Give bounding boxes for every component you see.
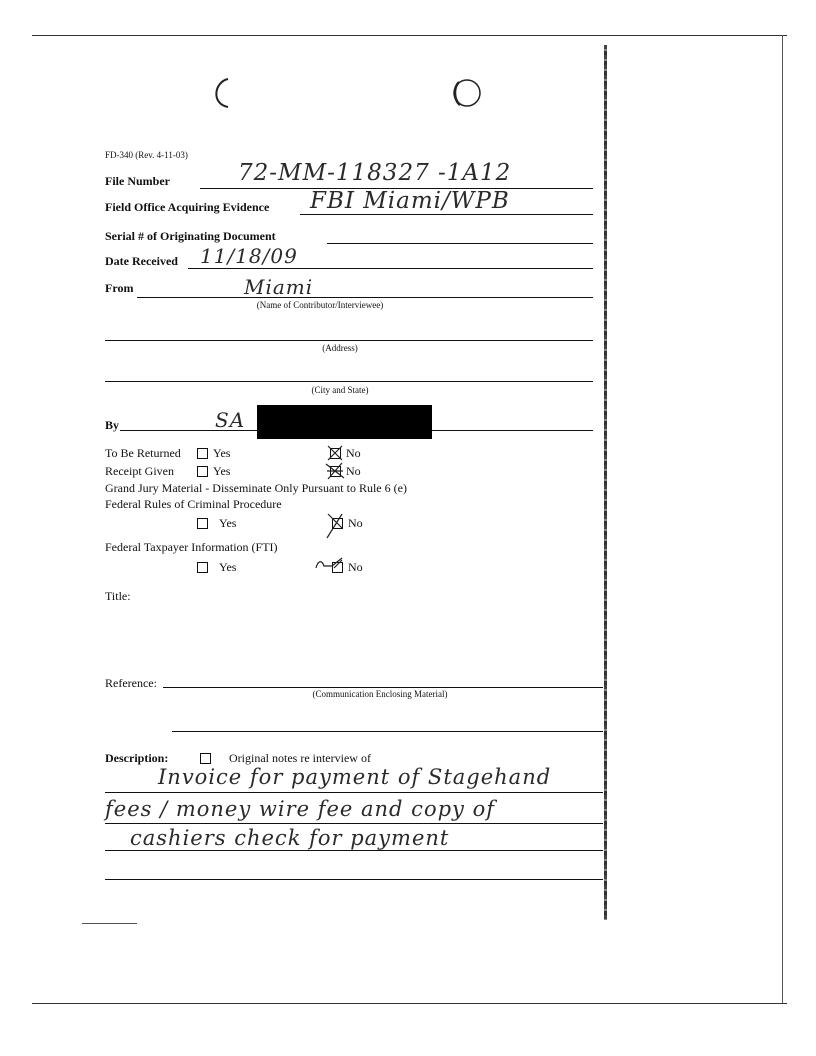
address-caption: (Address) bbox=[322, 343, 358, 353]
fti-no-label: No bbox=[348, 560, 363, 574]
serial-label: Serial # of Originating Document bbox=[105, 229, 276, 243]
serial-line bbox=[327, 243, 593, 244]
fti-label: Federal Taxpayer Information (FTI) bbox=[105, 540, 278, 554]
file-number-label: File Number bbox=[105, 174, 170, 188]
from-caption: (Name of Contributor/Interviewee) bbox=[256, 300, 384, 310]
federal-rules-label: Federal Rules of Criminal Procedure bbox=[105, 497, 282, 511]
form-id: FD-340 (Rev. 4-11-03) bbox=[105, 150, 188, 160]
fti-yes-label: Yes bbox=[219, 560, 237, 574]
to-be-returned-no-label: No bbox=[346, 446, 361, 460]
to-be-returned-yes-label: Yes bbox=[213, 446, 231, 460]
grand-jury-no-label: No bbox=[348, 516, 363, 530]
city-state-line bbox=[105, 381, 593, 382]
reference-line bbox=[163, 687, 603, 688]
description-line-3: cashiers check for payment bbox=[130, 826, 450, 850]
description-rule-1 bbox=[105, 792, 603, 793]
to-be-returned-no-mark bbox=[326, 444, 344, 462]
from-value: Miami bbox=[244, 275, 314, 299]
receipt-given-no-label: No bbox=[346, 464, 361, 478]
field-office-line bbox=[300, 214, 593, 215]
fti-no-mark bbox=[312, 556, 346, 574]
hole-punch-right bbox=[450, 76, 484, 110]
receipt-given-yes-checkbox[interactable] bbox=[197, 466, 208, 477]
redaction-box bbox=[257, 405, 432, 439]
by-value: SA bbox=[215, 408, 246, 432]
field-office-value: FBI Miami/WPB bbox=[310, 188, 510, 214]
original-notes-checkbox[interactable] bbox=[200, 753, 211, 764]
description-line-1: Invoice for payment of Stagehand bbox=[158, 765, 552, 789]
field-office-label: Field Office Acquiring Evidence bbox=[105, 200, 270, 214]
title-label: Title: bbox=[105, 589, 131, 603]
from-label: From bbox=[105, 281, 134, 295]
date-received-line bbox=[188, 268, 593, 269]
city-state-caption: (City and State) bbox=[311, 385, 369, 395]
reference-caption: (Communication Enclosing Material) bbox=[312, 689, 448, 699]
hole-punch-left bbox=[208, 76, 238, 110]
description-rule-4 bbox=[105, 879, 603, 880]
grand-jury-no-mark bbox=[324, 510, 346, 540]
original-notes-label: Original notes re interview of bbox=[229, 751, 371, 765]
receipt-given-no-mark bbox=[324, 461, 346, 481]
from-line bbox=[137, 297, 593, 298]
reference-line-2 bbox=[172, 731, 603, 732]
description-line-2: fees / money wire fee and copy of bbox=[105, 797, 495, 821]
address-line bbox=[105, 340, 593, 341]
to-be-returned-label: To Be Returned bbox=[105, 446, 181, 460]
description-rule-2 bbox=[105, 823, 603, 824]
page-top-border bbox=[32, 35, 787, 36]
page-bottom-border bbox=[32, 1003, 787, 1004]
grand-jury-yes-checkbox[interactable] bbox=[197, 518, 208, 529]
description-rule-3 bbox=[105, 850, 603, 851]
reference-label: Reference: bbox=[105, 676, 157, 690]
to-be-returned-yes-checkbox[interactable] bbox=[197, 448, 208, 459]
receipt-given-yes-label: Yes bbox=[213, 464, 231, 478]
grand-jury-label: Grand Jury Material - Disseminate Only Pursuant to Rule 6 (e) bbox=[105, 481, 407, 495]
fti-yes-checkbox[interactable] bbox=[197, 562, 208, 573]
scan-mark-bottom bbox=[82, 923, 137, 924]
grand-jury-yes-label: Yes bbox=[219, 516, 237, 530]
file-number-value: 72-MM-118327 -1A12 bbox=[238, 160, 512, 186]
date-received-value: 11/18/09 bbox=[200, 244, 298, 268]
scan-edge-right bbox=[604, 45, 607, 920]
page-right-border bbox=[782, 35, 783, 1003]
receipt-given-label: Receipt Given bbox=[105, 464, 174, 478]
date-received-label: Date Received bbox=[105, 254, 178, 268]
description-label: Description: bbox=[105, 751, 169, 765]
by-label: By bbox=[105, 418, 120, 432]
